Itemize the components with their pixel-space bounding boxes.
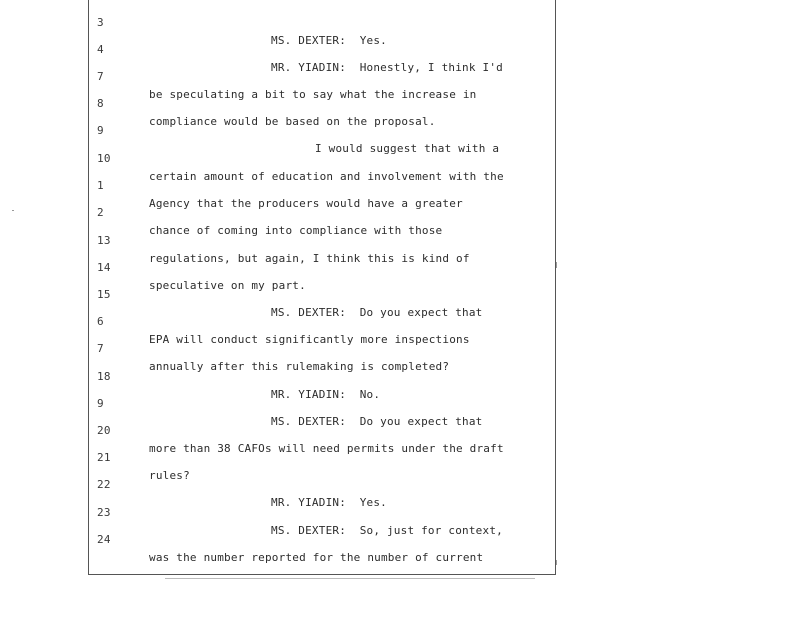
transcript-line [89,0,555,47]
line-text: MR. YIADIN: No. [271,388,381,401]
transcript-line [89,486,555,537]
line-number: 20 [97,424,111,437]
line-number: 9 [97,124,104,137]
line-number: 15 [97,288,111,301]
transcript-line [89,350,555,401]
line-number: 24 [97,533,111,546]
transcript-line [89,513,555,564]
transcript-line [89,241,555,292]
line-text: MS. DEXTER: Do you expect that [271,415,483,428]
transcript-line [89,159,555,210]
transcript-line [89,295,555,346]
line-text: MR. YIADIN: Honestly, I think I'd [271,61,503,74]
line-text: I would suggest that with a [315,142,500,155]
line-text: annually after this rulemaking is completed? [149,360,450,373]
line-text: MR. YIADIN: Yes. [271,496,387,509]
transcript-line [89,50,555,101]
line-number: 3 [97,16,104,29]
line-text: regulations, but again, I think this is kind of [149,252,470,265]
transcript-line [89,214,555,265]
transcript-line [89,186,555,237]
line-number: 8 [97,97,104,110]
line-number: 21 [97,451,111,464]
line-text: speculative on my part. [149,279,306,292]
line-number: 7 [97,342,104,355]
line-number: 4 [97,43,104,56]
scan-speck [12,210,14,211]
line-number: 23 [97,506,111,519]
line-number: 2 [97,206,104,219]
line-text: MS. DEXTER: So, just for context, [271,524,503,537]
line-text: more than 38 CAFOs will need permits under the draft [149,442,504,455]
line-text: was the number reported for the number of current [149,551,484,564]
line-text: MS. DEXTER: Yes. [271,34,387,47]
transcript-line [89,458,555,509]
line-number: 10 [97,152,111,165]
scan-bottom-artifact [165,578,535,579]
transcript-line [89,322,555,373]
line-number: 7 [97,70,104,83]
scan-speck [556,560,557,565]
line-number: 18 [97,370,111,383]
transcript-line [89,132,555,183]
line-text: MS. DEXTER: Do you expect that [271,306,483,319]
line-text: be speculating a bit to say what the increase in [149,88,477,101]
transcript-line [89,431,555,482]
line-number: 22 [97,478,111,491]
transcript-line [89,77,555,128]
line-text: Agency that the producers would have a greater [149,197,463,210]
line-text: chance of coming into compliance with those [149,224,443,237]
line-number: 6 [97,315,104,328]
line-number: 9 [97,397,104,410]
line-number: 14 [97,261,111,274]
line-number: 1 [97,179,104,192]
transcript-line [89,404,555,455]
transcript-line [89,23,555,74]
transcript-page [88,0,556,575]
transcript-line [89,104,555,155]
line-text: rules? [149,469,190,482]
line-text: compliance would be based on the proposal. [149,115,436,128]
line-text: certain amount of education and involvement with the [149,170,504,183]
transcript-line [89,268,555,319]
line-text: EPA will conduct significantly more inspections [149,333,470,346]
scan-speck [556,262,557,268]
line-number: 13 [97,234,111,247]
transcript-line [89,377,555,428]
